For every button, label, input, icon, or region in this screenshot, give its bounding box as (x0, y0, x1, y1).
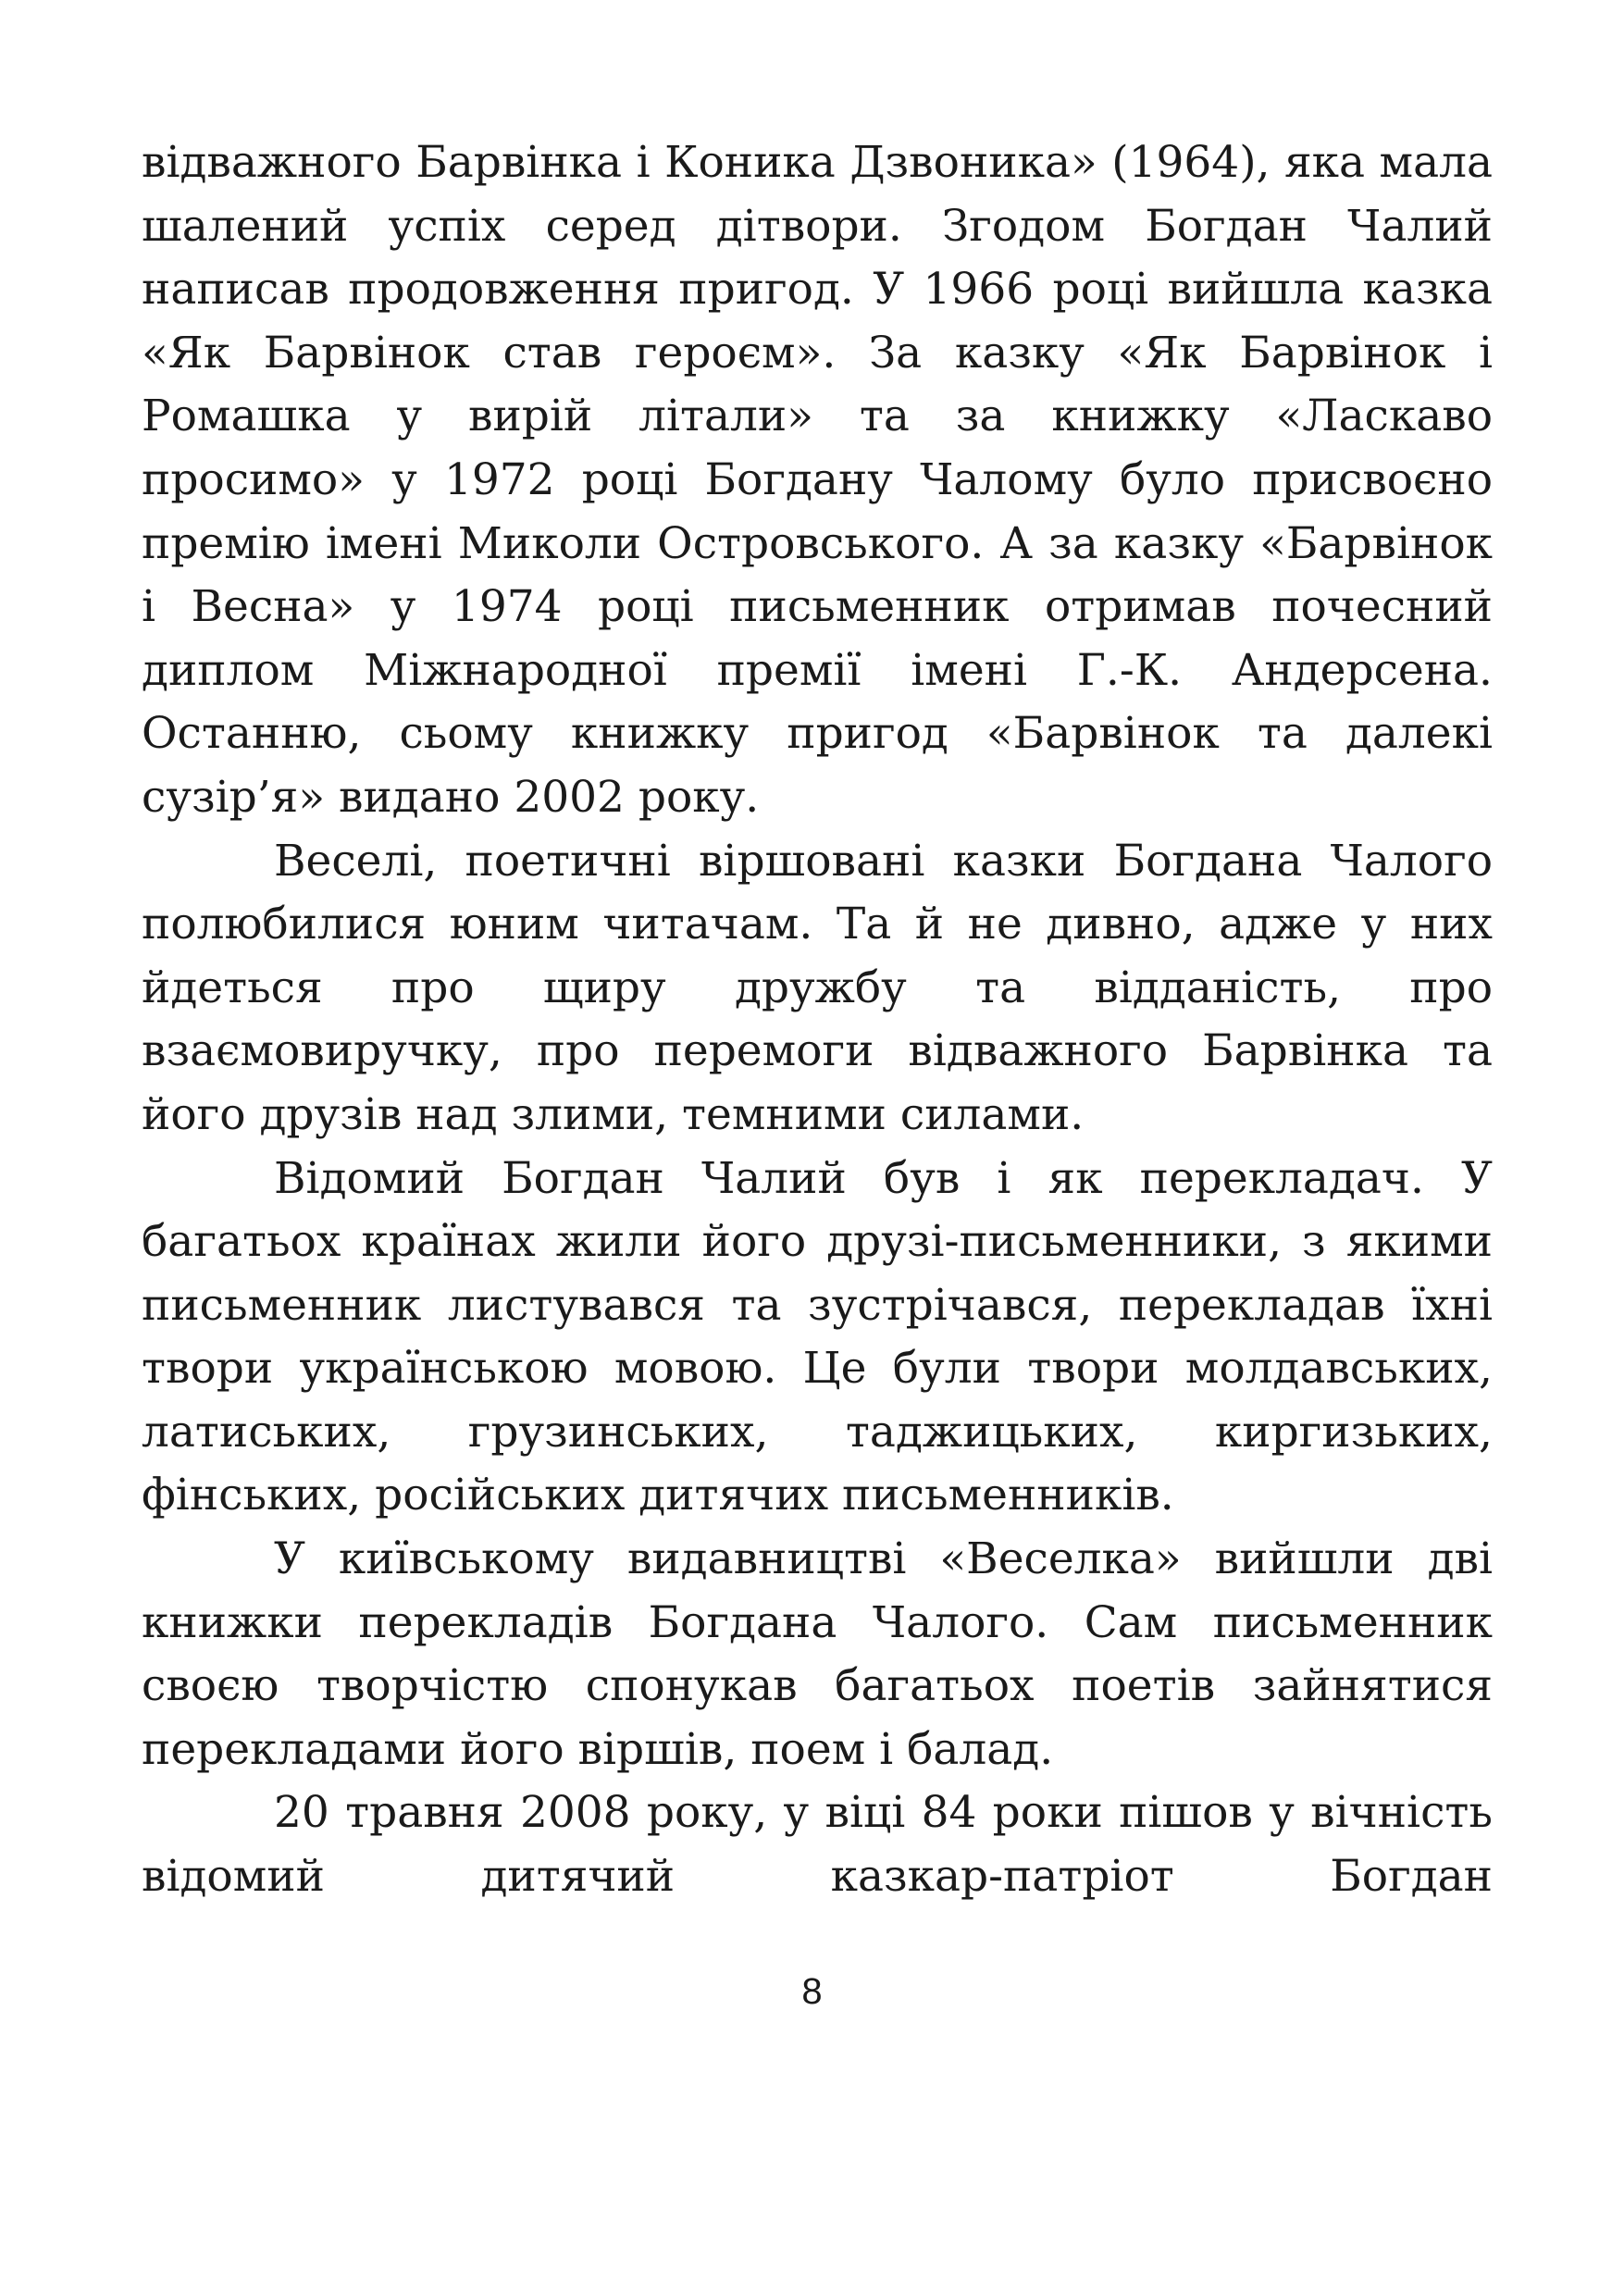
paragraph-continued: відважного Барвінка і Коника Дзвоника» (1964), яка мала шалений успіх серед дітвори. Згодом Богдан Чалий написав продовження пригод. У 1966 році вийшла казка «Як Барвінок став героєм». За казку «Як Барвінок і Ромашка у вирій літали» та за книжку «Ласкаво просимо» у 1972 році Богдану Чалому було присвоєно премію імені Миколи Островського. А за казку «Барвінок і Весна» у 1974 році письменник отримав почесний диплом Міжнародної премії імені Г.-К. Андерсена. Останню, сьому книжку пригод «Барвінок та далекі сузір’я» видано 2002 року. (142, 137, 1493, 823)
paragraph-fairy-tales: Веселі, поетичні віршовані казки Богдана Чалого полюбилися юним читачам. Та й не дивно, адже у них йдеться про щиру дружбу та відданість, про взаємовиручку, про перемоги відважного Барвінка та його друзів над злими, темними силами. (142, 835, 1493, 1140)
page-number: 8 (801, 1971, 823, 2012)
body-text (142, 131, 1493, 1909)
paragraph-death: 20 травня 2008 року, у віці 84 роки пішов у вічність відомий дитячий казкар-патріот Богдан (142, 1787, 1493, 1903)
paragraph-translator: Відомий Богдан Чалий був і як перекладач. У багатьох країнах жили його друзі-письменники, з якими письменник листувався та зустрічався, перекладав їхні твори українською мовою. Це були твори молдавських, латиських, грузинських, таджицьких, киргизьких, фінських, російських дитячих письменників. (142, 1152, 1493, 1521)
paragraph-publisher: У київському видавництві «Веселка» вийшли дві книжки перекладів Богдана Чалого. Сам письменник своєю творчістю спонукав багатьох поетів зайнятися перекладами його віршів, поем і балад. (142, 1533, 1493, 1775)
